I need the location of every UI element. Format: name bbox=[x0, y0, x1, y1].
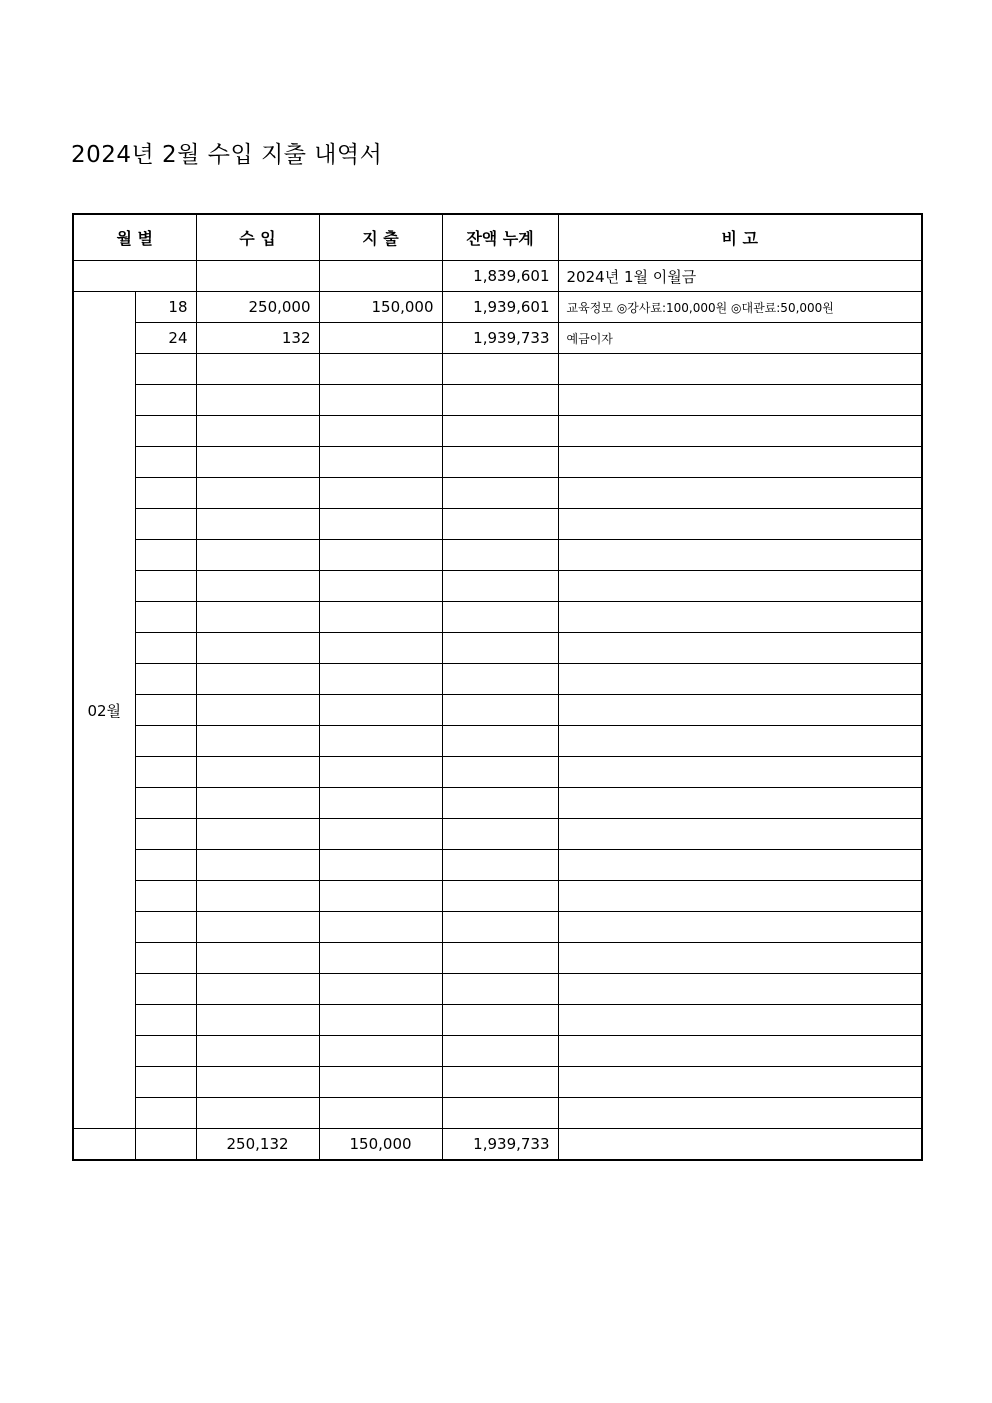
entry-expense bbox=[319, 323, 442, 354]
empty-cell bbox=[558, 1036, 922, 1067]
empty-cell bbox=[319, 850, 442, 881]
empty-cell bbox=[196, 757, 319, 788]
empty-cell bbox=[135, 1036, 196, 1067]
empty-cell bbox=[135, 695, 196, 726]
empty-row bbox=[73, 881, 922, 912]
empty-cell bbox=[442, 1067, 558, 1098]
empty-cell bbox=[319, 602, 442, 633]
empty-cell bbox=[196, 478, 319, 509]
empty-cell bbox=[442, 416, 558, 447]
empty-row bbox=[73, 1036, 922, 1067]
empty-cell bbox=[442, 385, 558, 416]
empty-cell bbox=[558, 974, 922, 1005]
entry-income: 132 bbox=[196, 323, 319, 354]
total-balance: 1,939,733 bbox=[442, 1129, 558, 1161]
empty-cell bbox=[558, 633, 922, 664]
empty-row bbox=[73, 385, 922, 416]
empty-cell bbox=[196, 416, 319, 447]
empty-cell bbox=[319, 788, 442, 819]
table-row bbox=[73, 323, 922, 354]
entry-note: 예금이자 bbox=[558, 323, 922, 354]
empty-cell bbox=[558, 819, 922, 850]
empty-cell bbox=[442, 447, 558, 478]
empty-cell bbox=[558, 788, 922, 819]
empty-cell bbox=[135, 633, 196, 664]
empty-cell bbox=[135, 974, 196, 1005]
empty-cell bbox=[135, 1098, 196, 1129]
empty-row bbox=[73, 1098, 922, 1129]
empty-cell bbox=[319, 943, 442, 974]
empty-cell bbox=[196, 1036, 319, 1067]
empty-cell bbox=[558, 1067, 922, 1098]
empty-cell bbox=[558, 943, 922, 974]
empty-cell bbox=[558, 478, 922, 509]
empty-cell bbox=[319, 664, 442, 695]
empty-cell bbox=[442, 757, 558, 788]
empty-cell bbox=[196, 664, 319, 695]
empty-cell bbox=[196, 633, 319, 664]
empty-cell bbox=[558, 881, 922, 912]
empty-cell bbox=[196, 1067, 319, 1098]
empty-cell bbox=[319, 695, 442, 726]
empty-cell bbox=[196, 788, 319, 819]
header-balance: 잔액 누계 bbox=[442, 214, 558, 261]
empty-row bbox=[73, 416, 922, 447]
totals-row bbox=[73, 1129, 922, 1161]
empty-cell bbox=[442, 788, 558, 819]
empty-cell bbox=[319, 633, 442, 664]
empty-cell bbox=[442, 1036, 558, 1067]
empty-cell bbox=[196, 726, 319, 757]
carryover-month-cell bbox=[73, 261, 196, 292]
empty-cell bbox=[558, 912, 922, 943]
page-title: 2024년 2월 수입 지출 내역서 bbox=[71, 142, 383, 168]
empty-row bbox=[73, 943, 922, 974]
empty-cell bbox=[558, 664, 922, 695]
empty-row bbox=[73, 1005, 922, 1036]
empty-cell bbox=[442, 664, 558, 695]
empty-cell bbox=[442, 943, 558, 974]
entry-expense: 150,000 bbox=[319, 292, 442, 323]
empty-row bbox=[73, 788, 922, 819]
empty-cell bbox=[558, 447, 922, 478]
empty-row bbox=[73, 974, 922, 1005]
empty-cell bbox=[196, 509, 319, 540]
empty-cell bbox=[319, 974, 442, 1005]
empty-row bbox=[73, 571, 922, 602]
empty-cell bbox=[196, 819, 319, 850]
empty-cell bbox=[442, 354, 558, 385]
empty-cell bbox=[558, 571, 922, 602]
empty-cell bbox=[135, 1005, 196, 1036]
empty-cell bbox=[442, 912, 558, 943]
empty-cell bbox=[135, 881, 196, 912]
empty-cell bbox=[558, 695, 922, 726]
empty-row bbox=[73, 850, 922, 881]
entry-day: 18 bbox=[135, 292, 196, 323]
empty-cell bbox=[319, 881, 442, 912]
empty-cell bbox=[196, 571, 319, 602]
empty-cell bbox=[319, 1005, 442, 1036]
header-expense: 지 출 bbox=[319, 214, 442, 261]
header-note: 비 고 bbox=[558, 214, 922, 261]
empty-cell bbox=[442, 819, 558, 850]
empty-cell bbox=[558, 509, 922, 540]
empty-cell bbox=[558, 354, 922, 385]
empty-cell bbox=[442, 633, 558, 664]
empty-cell bbox=[196, 447, 319, 478]
empty-cell bbox=[442, 881, 558, 912]
empty-row bbox=[73, 633, 922, 664]
empty-cell bbox=[135, 447, 196, 478]
empty-cell bbox=[442, 602, 558, 633]
empty-cell bbox=[196, 974, 319, 1005]
carryover-expense-cell bbox=[319, 261, 442, 292]
empty-cell bbox=[135, 788, 196, 819]
empty-cell bbox=[196, 1005, 319, 1036]
empty-cell bbox=[558, 757, 922, 788]
empty-cell bbox=[442, 478, 558, 509]
empty-row bbox=[73, 819, 922, 850]
totals-note-cell bbox=[558, 1129, 922, 1161]
empty-cell bbox=[135, 850, 196, 881]
empty-cell bbox=[442, 540, 558, 571]
empty-cell bbox=[319, 1098, 442, 1129]
header-row bbox=[73, 214, 922, 261]
empty-cell bbox=[196, 695, 319, 726]
header-month: 월 별 bbox=[73, 214, 196, 261]
empty-row bbox=[73, 602, 922, 633]
empty-cell bbox=[558, 416, 922, 447]
empty-cell bbox=[319, 912, 442, 943]
empty-cell bbox=[442, 850, 558, 881]
empty-cell bbox=[558, 1098, 922, 1129]
entry-note: 교육정모 ◎강사료:100,000원 ◎대관료:50,000원 bbox=[558, 292, 922, 323]
empty-cell bbox=[319, 385, 442, 416]
table-row bbox=[73, 292, 922, 323]
empty-row bbox=[73, 757, 922, 788]
empty-cell bbox=[135, 664, 196, 695]
empty-cell bbox=[319, 1036, 442, 1067]
empty-row bbox=[73, 509, 922, 540]
empty-cell bbox=[135, 478, 196, 509]
empty-cell bbox=[135, 1067, 196, 1098]
empty-cell bbox=[196, 881, 319, 912]
empty-cell bbox=[135, 819, 196, 850]
empty-cell bbox=[319, 447, 442, 478]
empty-cell bbox=[319, 757, 442, 788]
empty-cell bbox=[558, 726, 922, 757]
empty-cell bbox=[442, 571, 558, 602]
empty-cell bbox=[135, 757, 196, 788]
carryover-row bbox=[73, 261, 922, 292]
empty-cell bbox=[196, 602, 319, 633]
ledger-table bbox=[72, 213, 923, 1161]
empty-cell bbox=[319, 416, 442, 447]
empty-cell bbox=[135, 354, 196, 385]
carryover-note: 2024년 1월 이월금 bbox=[558, 261, 922, 292]
empty-cell bbox=[442, 1098, 558, 1129]
empty-row bbox=[73, 1067, 922, 1098]
empty-cell bbox=[135, 509, 196, 540]
empty-cell bbox=[319, 478, 442, 509]
carryover-income-cell bbox=[196, 261, 319, 292]
empty-cell bbox=[196, 385, 319, 416]
empty-cell bbox=[442, 726, 558, 757]
header-income: 수 입 bbox=[196, 214, 319, 261]
empty-cell bbox=[442, 695, 558, 726]
empty-cell bbox=[196, 912, 319, 943]
empty-cell bbox=[319, 509, 442, 540]
empty-row bbox=[73, 447, 922, 478]
empty-row bbox=[73, 478, 922, 509]
entry-income: 250,000 bbox=[196, 292, 319, 323]
empty-cell bbox=[442, 974, 558, 1005]
empty-cell bbox=[135, 385, 196, 416]
empty-cell bbox=[135, 943, 196, 974]
empty-cell bbox=[196, 850, 319, 881]
empty-cell bbox=[319, 354, 442, 385]
empty-cell bbox=[319, 819, 442, 850]
empty-cell bbox=[196, 1098, 319, 1129]
empty-row bbox=[73, 695, 922, 726]
empty-cell bbox=[319, 571, 442, 602]
empty-cell bbox=[135, 540, 196, 571]
entry-day: 24 bbox=[135, 323, 196, 354]
empty-cell bbox=[558, 1005, 922, 1036]
empty-cell bbox=[196, 540, 319, 571]
empty-row bbox=[73, 354, 922, 385]
carryover-balance: 1,839,601 bbox=[442, 261, 558, 292]
empty-cell bbox=[196, 943, 319, 974]
empty-cell bbox=[135, 726, 196, 757]
empty-cell bbox=[558, 540, 922, 571]
empty-cell bbox=[135, 571, 196, 602]
empty-row bbox=[73, 540, 922, 571]
empty-row bbox=[73, 664, 922, 695]
total-income: 250,132 bbox=[196, 1129, 319, 1161]
empty-cell bbox=[319, 1067, 442, 1098]
empty-cell bbox=[135, 602, 196, 633]
empty-cell bbox=[196, 354, 319, 385]
empty-cell bbox=[135, 416, 196, 447]
totals-day-cell bbox=[135, 1129, 196, 1161]
empty-cell bbox=[558, 602, 922, 633]
empty-cell bbox=[319, 540, 442, 571]
entry-balance: 1,939,733 bbox=[442, 323, 558, 354]
empty-cell bbox=[558, 385, 922, 416]
empty-cell bbox=[442, 509, 558, 540]
empty-row bbox=[73, 726, 922, 757]
empty-cell bbox=[558, 850, 922, 881]
empty-cell bbox=[442, 1005, 558, 1036]
totals-month-cell bbox=[73, 1129, 135, 1161]
month-label: 02월 bbox=[73, 292, 135, 1129]
empty-cell bbox=[319, 726, 442, 757]
empty-row bbox=[73, 912, 922, 943]
entry-balance: 1,939,601 bbox=[442, 292, 558, 323]
empty-cell bbox=[135, 912, 196, 943]
total-expense: 150,000 bbox=[319, 1129, 442, 1161]
